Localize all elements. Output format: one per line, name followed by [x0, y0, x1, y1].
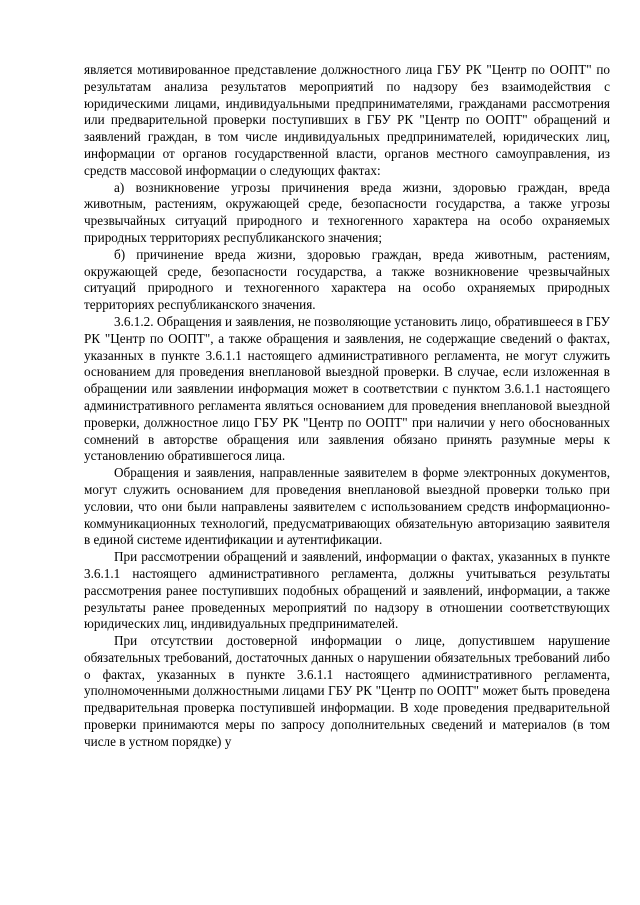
paragraph-3-6-1-2: 3.6.1.2. Обращения и заявления, не позволяющие установить лицо, обратившееся в ГБУ РК "Центр по ООПТ", а также обращения и заявления, не содержащие сведений о фактах, указанных в пункте 3.6.1.1 настоящего административного регламента, не могут служить основанием для проведения внеплановой выездной проверки. В случае, если изложенная в обращении или заявлении информация может в соответствии с пунктом 3.6.1.1 настоящего административного регламента являться основанием для проведения внеплановой выездной проверки, должностное лицо ГБУ РК "Центр по ООПТ" при наличии у него обоснованных сомнений в авторстве обращения или заявления обязано принять разумные меры к установлению обратившегося лица. [84, 313, 610, 464]
document-page [84, 62, 610, 751]
paragraph-preliminary-check: При отсутствии достоверной информации о лице, допустившем нарушение обязательных требований, достаточных данных о нарушении обязательных требований либо о фактах, указанных в пункте 3.6.1.1 настоящего административного регламента, уполномоченными должностными лицами ГБУ РК "Центр по ООПТ" может быть проведена предварительная проверка поступившей информации. В ходе проведения предварительной проверки принимаются меры по запросу дополнительных сведений и материалов (в том числе в устном порядке) у [84, 633, 610, 749]
paragraph-continuation: является мотивированное представление должностного лица ГБУ РК "Центр по ООПТ" по результатам анализа результатов мероприятий по надзору без взаимодействия с юридическими лицами, индивидуальными предпринимателями, гражданами рассмотрения или предварительной проверки поступивших в ГБУ РК "Центр по ООПТ" обращений и заявлений граждан, в том числе индивидуальных предпринимателей, юридических лиц, информации от органов государственной власти, органов местного самоуправления, из средств массовой информации о следующих фактах: [84, 62, 610, 178]
paragraph-item-a: а) возникновение угрозы причинения вреда жизни, здоровью граждан, вреда животным, растениям, окружающей среде, безопасности государства, а также угрозы чрезвычайных ситуаций природного и техногенного характера на особо охраняемых природных территориях республиканского значения; [84, 179, 610, 245]
paragraph-electronic-documents: Обращения и заявления, направленные заявителем в форме электронных документов, могут служить основанием для проведения внеплановой выездной проверки только при условии, что они были направлены заявителем с использованием средств информационно-коммуникационных технологий, предусматривающих обязательную авторизацию заявителя в единой системе идентификации и аутентификации. [84, 465, 610, 548]
paragraph-item-b: б) причинение вреда жизни, здоровью граждан, вреда животным, растениям, окружающей среде, безопасности государства, а также возникновение чрезвычайных ситуаций природного и техногенного характера на особо охраняемых природных территориях республиканского значения. [84, 246, 610, 313]
paragraph-consideration: При рассмотрении обращений и заявлений, информации о фактах, указанных в пункте 3.6.1.1 настоящего административного регламента, должны учитываться результаты рассмотрения ранее поступивших подобных обращений и заявлений, информации, а также результаты ранее проведенных мероприятий по надзору в отношении соответствующих юридических лиц, индивидуальных предпринимателей. [84, 549, 610, 632]
